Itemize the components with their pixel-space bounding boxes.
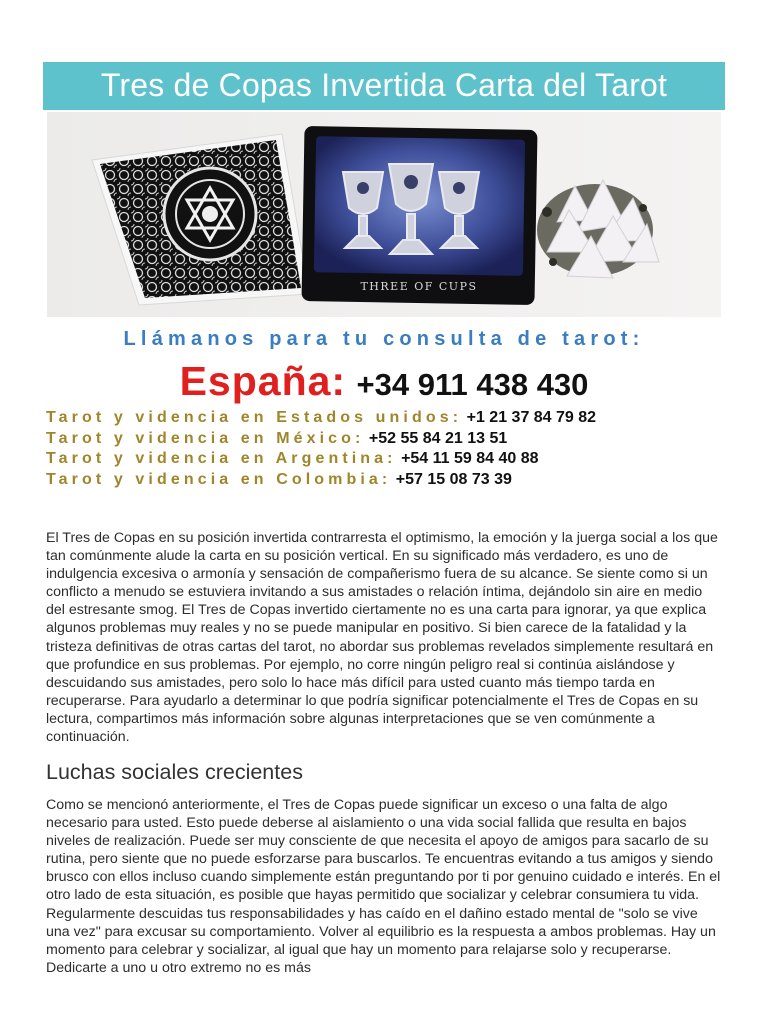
contact-phone[interactable]: +57 15 08 73 39 bbox=[395, 470, 512, 488]
section-heading: Luchas sociales crecientes bbox=[46, 760, 303, 784]
contact-phone[interactable]: +54 11 59 84 40 88 bbox=[401, 450, 539, 467]
tarot-cards-illustration bbox=[47, 112, 721, 317]
call-heading: Llámanos para tu consulta de tarot: bbox=[123, 328, 645, 350]
contact-phone[interactable]: +52 55 84 21 13 51 bbox=[368, 429, 508, 447]
international-contacts bbox=[46, 408, 746, 490]
contact-row-mexico bbox=[46, 429, 746, 450]
card-three-of-cups bbox=[301, 126, 537, 305]
spain-label: España: bbox=[179, 358, 347, 404]
hero-image bbox=[47, 112, 721, 317]
contact-label: Tarot y videncia en Argentina: bbox=[46, 450, 397, 467]
section-paragraph: Como se mencionó anteriormente, el Tres de Copas puede significar un exceso o una falta de algo necesario para usted. Esto puede deberse al aislamiento o una vida social fallida que resulta en bajos niveles de realización. Puede ser muy consciente de que necesita el apoyo de amigos para sacarlo de su rutina, pero siente que no puede esforzarse para buscarlos. Te encuentras evitando a tus amigos y siendo brusco con ellos incluso cuando simplemente están preguntando por ti por genuino cuidado e interés. En el otro lado de esta situación, es posible que hayas permitido que socializar y celebrar consumiera tu vida. Regularmente descuidas tus responsabilidades y has caído en el dañino estado mental de "solo se vive una vez" para excusar su comportamiento. Volver al equilibrio es la respuesta a ambos problemas. Hay un momento para celebrar y socializar, al igual que hay un momento para relajarse solo y recuperarse. Dedicarte a uno u otro extremo no es más bbox=[46, 797, 721, 976]
contact-phone[interactable]: +1 21 37 84 79 82 bbox=[466, 409, 597, 426]
contact-label: Tarot y videncia en Estados unidos: bbox=[46, 409, 463, 426]
page-title: Tres de Copas Invertida Carta del Tarot bbox=[43, 62, 725, 110]
intro-paragraph: El Tres de Copas en su posición invertida contrarresta el optimismo, la emoción y la juerga social a los que tan comúnmente alude la carta en su posición vertical. En su significado más verdadero, es uno de indulgencia excesiva o armonía y sensación de compañerismo fuera de su alcance. Se siente como si un conflicto a menudo se estuviera invitando a sus amistades o relación íntima, dejándolo sin aire en medio del estresante smog. El Tres de Copas invertido ciertamente no es una carta para ignorar, ya que explica algunos problemas muy reales y no se puede manipular en positivo. Si bien carece de la fatalidad y la tristeza definitivas de otras cartas del tarot, no abordar sus problemas revelados simplemente resultará en que profundice en sus problemas. Por ejemplo, no corre ningún peligro real si continúa aislándose y descuidando sus amistades, pero solo lo hace más difícil para usted cuanto más tiempo tarda en recuperarse. Para ayudarlo a determinar lo que podría significar potencialmente el Tres de Copas en su lectura, compartimos más información sobre algunas interpretaciones que se ven comúnmente a continuación. bbox=[46, 530, 718, 746]
contact-row-colombia bbox=[46, 470, 746, 491]
contact-label: Tarot y videncia en México: bbox=[46, 429, 365, 447]
card-caption: THREE OF CUPS bbox=[360, 280, 478, 293]
spain-contact bbox=[0, 358, 768, 405]
contact-row-usa bbox=[46, 408, 746, 429]
spain-phone[interactable]: +34 911 438 430 bbox=[356, 367, 589, 402]
contact-label: Tarot y videncia en Colombia: bbox=[46, 470, 392, 488]
contact-row-argentina bbox=[46, 449, 746, 470]
